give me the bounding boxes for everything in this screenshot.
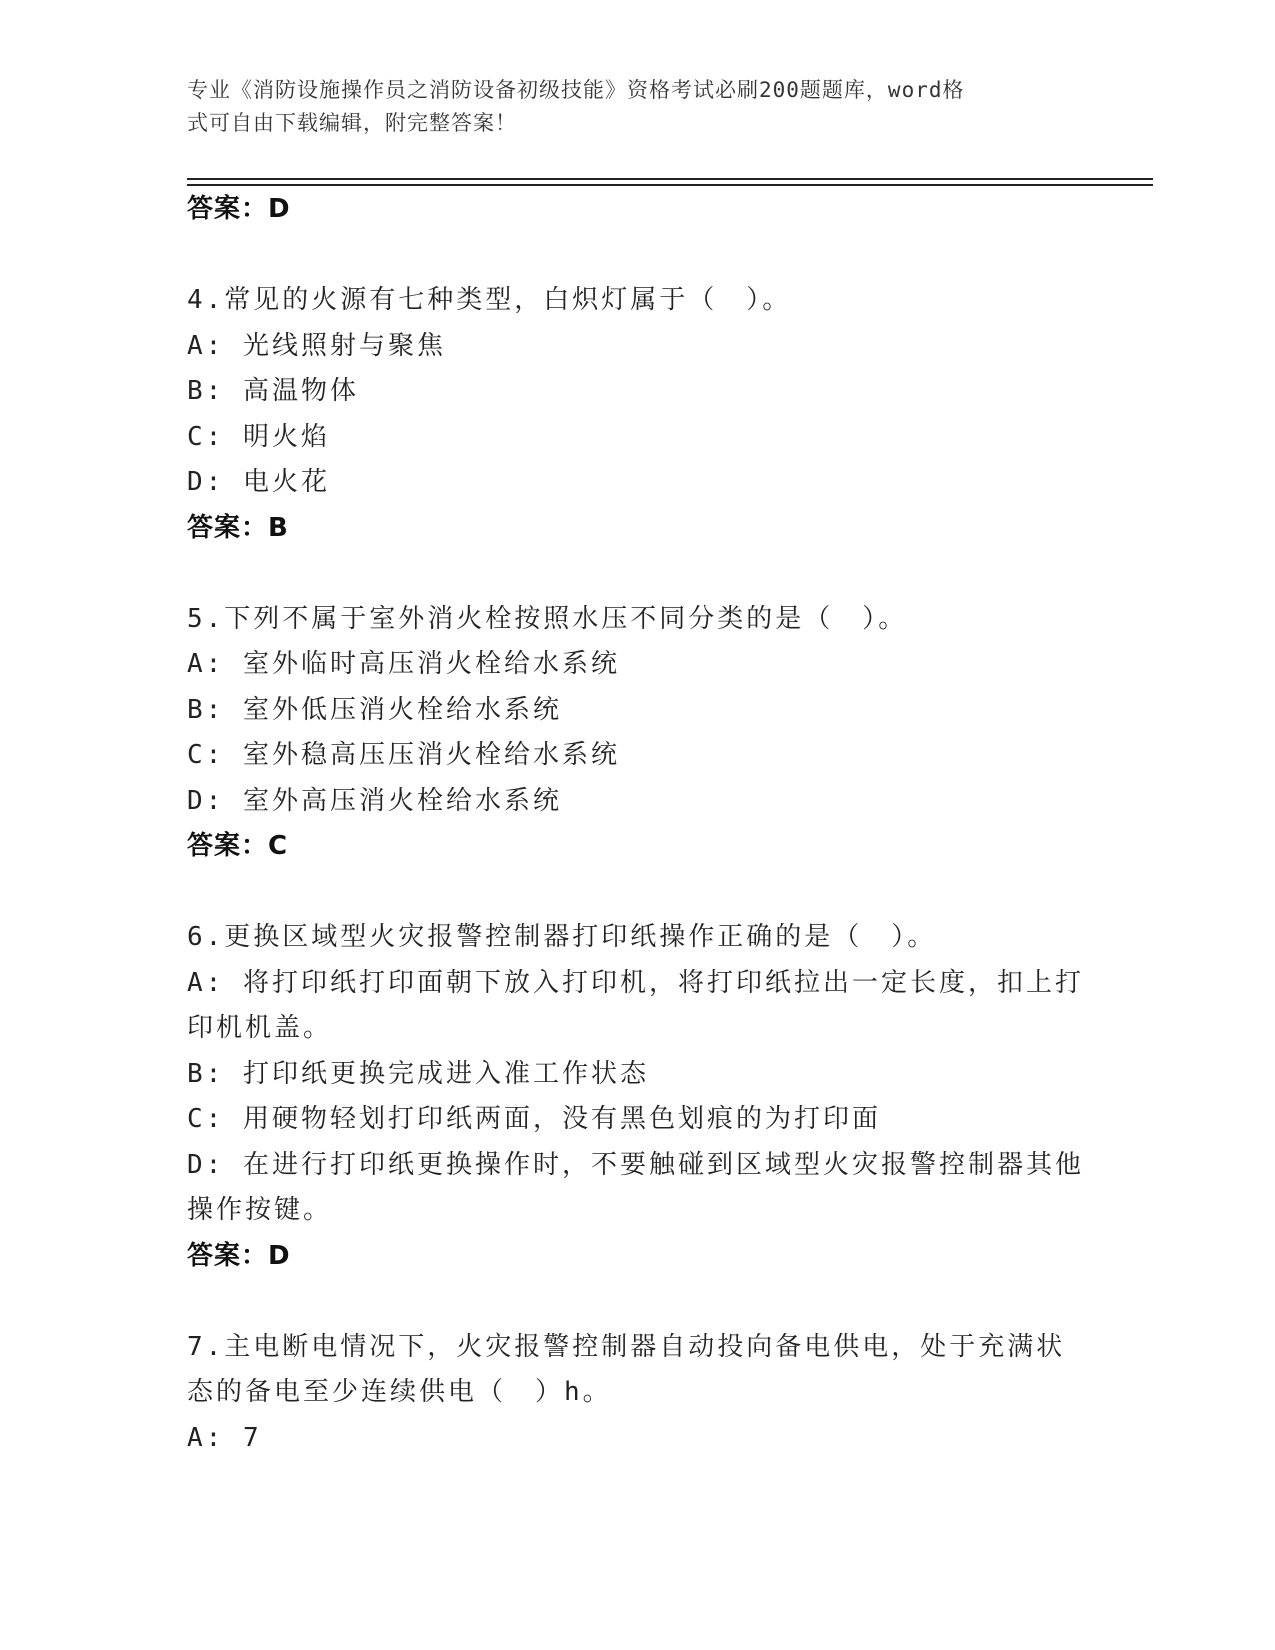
option-d: D: 在进行打印纸更换操作时，不要触碰到区域型火灾报警控制器其他 [187,1149,1084,1180]
option-d: D: 室外高压消火栓给水系统 [187,785,562,816]
spacer [187,1279,1087,1325]
header-line: 专业《消防设施操作员之消防设备初级技能》资格考试必刷200题题库，word格 [187,78,965,102]
spacer [187,870,1087,916]
header-divider [187,184,1153,186]
header-divider [187,178,1153,180]
spacer [187,551,1087,597]
answer-line: 答案：D [187,1240,291,1271]
option-a: A: 室外临时高压消火栓给水系统 [187,649,620,679]
option-b: B: 打印纸更换完成进入准工作状态 [187,1058,649,1089]
option-c: C: 用硬物轻划打印纸两面，没有黑色划痕的为打印面 [187,1104,881,1134]
document-header [187,74,1087,140]
option-c: C: 室外稳高压压消火栓给水系统 [187,740,620,770]
option-a: A: 光线照射与聚焦 [187,330,446,361]
answer-line: 答案：C [187,831,289,861]
option-c: C: 明火焰 [187,421,330,452]
header-line: 式可自由下载编辑，附完整答案！ [187,111,517,135]
spacer [187,233,1087,279]
question-stem: 6.更换区域型火灾报警控制器打印纸操作正确的是（ ）。 [187,922,937,952]
previous-answer: 答案：D [187,194,291,224]
question-block [187,597,1087,870]
option-b: B: 室外低压消火栓给水系统 [187,694,562,725]
answer-line: 答案：B [187,512,289,543]
option-a: A: 将打印纸打印面朝下放入打印机，将打印纸拉出一定长度，扣上打 [187,967,1084,998]
option-a: A: 7 [187,1422,262,1453]
question-stem: 7.主电断电情况下，火灾报警控制器自动投向备电供电，处于充满状 [187,1331,1066,1362]
option-a-continued: 印机机盖。 [187,1013,333,1043]
option-b: B: 高温物体 [187,376,359,406]
question-stem: 5.下列不属于室外消火栓按照水压不同分类的是（ ）。 [187,603,908,634]
question-stem-continued: 态的备电至少连续供电（ ）h。 [187,1377,612,1407]
question-list [187,187,1087,1461]
question-stem: 4.常见的火源有七种类型，白炽灯属于（ ）。 [187,285,792,315]
question-block [187,915,1087,1279]
question-block [187,1325,1087,1462]
question-block [187,278,1087,551]
option-d-continued: 操作按键。 [187,1195,333,1225]
option-d: D: 电火花 [187,467,330,497]
